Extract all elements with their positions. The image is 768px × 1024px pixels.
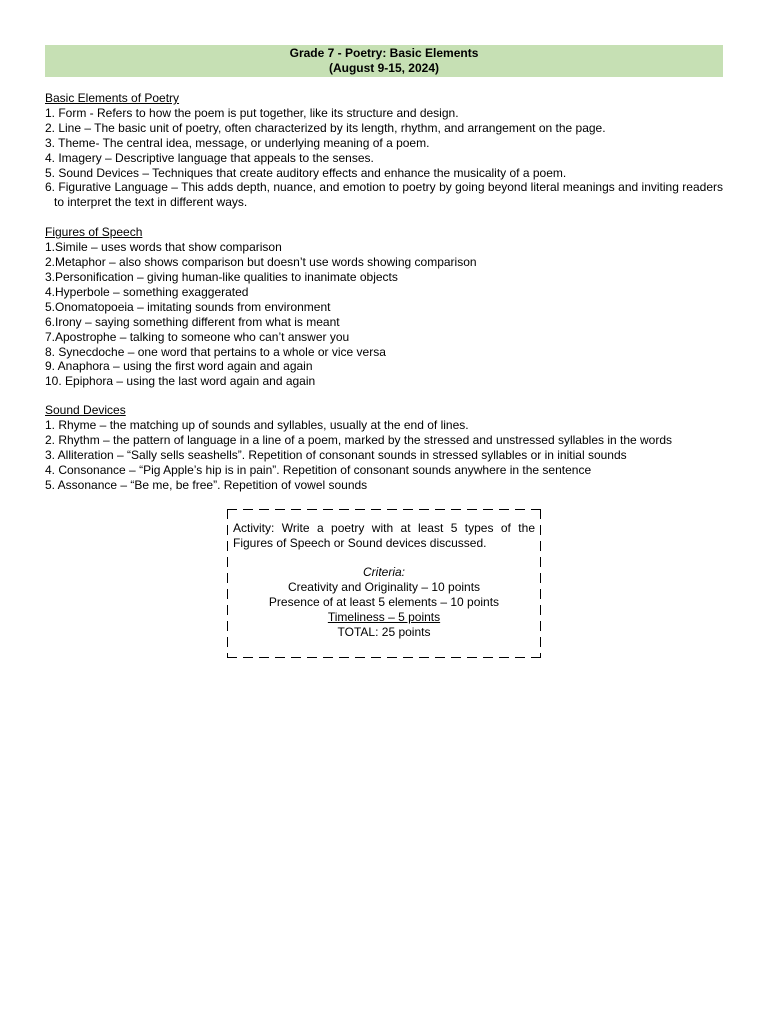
criteria-total: TOTAL: 25 points [337,625,431,639]
list-item: 6.Irony – saying something different from what is meant [45,314,340,329]
list-item: 7.Apostrophe – talking to someone who can’t answer you [45,329,350,344]
list-item: 3. Theme- The central idea, message, or underlying meaning of a poem. [45,135,430,150]
document-header [45,45,723,77]
section-title-figures-of-speech: Figures of Speech [45,225,143,240]
activity-box [227,509,541,658]
list-item: 6. Figurative Language – This adds depth, nuance, and emotion to poetry by going beyond literal meanings and inviting readers to interpret the text in different ways. [45,180,723,210]
list-item: 5.Onomatopoeia – imitating sounds from environment [45,299,331,314]
criteria-list [233,565,535,640]
list-item: 3. Alliteration – “Sally sells seashells”. Repetition of consonant sounds in stressed syllables or in initial sounds [45,447,627,462]
list-item: 3.Personification – giving human-like qualities to inanimate objects [45,269,398,284]
list-item: 2. Line – The basic unit of poetry, often characterized by its length, rhythm, and arrangement on the page. [45,120,606,135]
list-item: 5. Assonance – “Be me, be free”. Repetition of vowel sounds [45,477,368,492]
figures-of-speech-section [45,225,723,389]
sound-devices-section [45,403,723,492]
list-item: 4. Imagery – Descriptive language that appeals to the senses. [45,150,374,165]
list-item: 2. Rhythm – the pattern of language in a line of a poem, marked by the stressed and unstressed syllables in the words [45,433,673,448]
list-item: 8. Synecdoche – one word that pertains to a whole or vice versa [45,344,386,359]
criteria-item: Presence of at least 5 elements – 10 points [268,595,500,609]
activity-instructions: Activity: Write a poetry with at least 5 types of the Figures of Speech or Sound devices discussed. [233,521,535,550]
list-item: 1.Simile – uses words that show comparison [45,240,282,255]
basic-elements-section [45,91,723,210]
document-page [45,45,723,493]
header-date: (August 9-15, 2024) [328,61,440,75]
list-item: 5. Sound Devices – Techniques that create auditory effects and enhance the musicality of a poem. [45,165,567,180]
section-title-sound-devices: Sound Devices [45,403,126,418]
list-item: 4. Consonance – “Pig Apple’s hip is in pain”. Repetition of consonant sounds anywhere in the sentence [45,462,592,477]
section-title-basic-elements: Basic Elements of Poetry [45,91,180,105]
list-item: 1. Form - Refers to how the poem is put together, like its structure and design. [45,105,459,120]
criteria-item: Timeliness – 5 points [327,610,441,624]
list-item: 1. Rhyme – the matching up of sounds and syllables, usually at the end of lines. [45,418,469,433]
criteria-title: Criteria: [362,565,405,579]
list-item: 4.Hyperbole – something exaggerated [45,284,249,299]
header-title: Grade 7 - Poetry: Basic Elements [289,46,479,60]
criteria-item: Creativity and Originality – 10 points [287,580,481,594]
list-item: 10. Epiphora – using the last word again and again [45,374,316,389]
list-item: 2.Metaphor – also shows comparison but doesn’t use words showing comparison [45,255,477,270]
list-item: 9. Anaphora – using the first word again and again [45,359,313,374]
